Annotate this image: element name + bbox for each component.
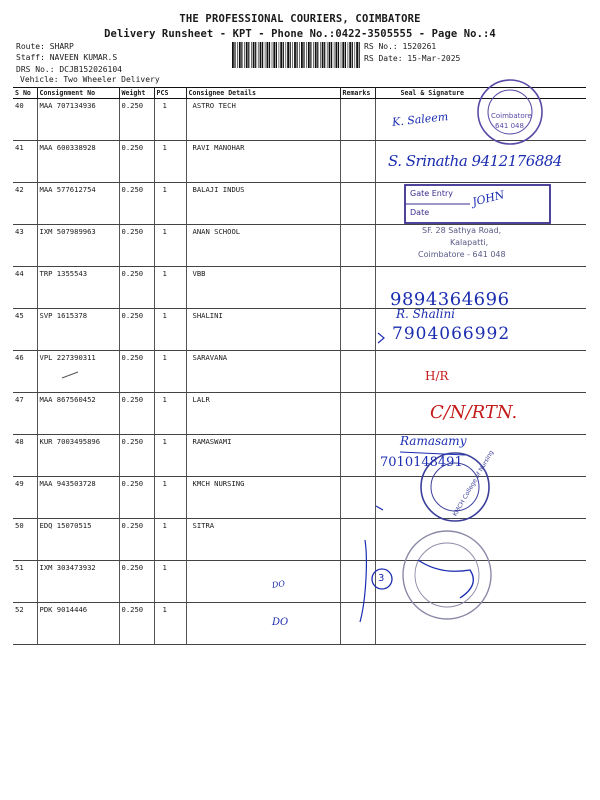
pencil-mark-46 — [62, 372, 78, 378]
staff-label: Staff: NAVEEN KUMAR.S — [16, 53, 118, 62]
handwritten-name-48: Ramasamy — [400, 434, 467, 448]
sno-cell: 44 — [13, 267, 37, 309]
weight-cell: 0.250 — [119, 393, 154, 435]
col-sno-header: S No — [13, 88, 37, 99]
handwritten-ditto-51: DO — [271, 579, 286, 590]
college-seal-text: KMCH College of Nursing — [451, 449, 496, 518]
pcs-cell: 1 — [154, 183, 186, 225]
vehicle-label: Vehicle: Two Wheeler Delivery — [20, 75, 160, 84]
tick-mark-49 — [376, 506, 383, 510]
weight-cell: 0.250 — [119, 477, 154, 519]
sno-cell: 50 — [13, 519, 37, 561]
pcs-cell: 1 — [154, 309, 186, 351]
weight-cell: 0.250 — [119, 435, 154, 477]
consignment-cell: VPL 227390311 — [37, 351, 119, 393]
consignee-cell: KMCH NURSING — [186, 477, 340, 519]
weight-cell: 0.250 — [119, 225, 154, 267]
sno-cell: 43 — [13, 225, 37, 267]
handwritten-signature-41: S. Srinatha 9412176884 — [388, 152, 562, 170]
sno-cell: 47 — [13, 393, 37, 435]
sno-cell: 48 — [13, 435, 37, 477]
pcs-cell: 1 — [154, 393, 186, 435]
consignment-cell: PDK 9014446 — [37, 603, 119, 645]
document-subtitle: Delivery Runsheet - KPT - Phone No.:0422-3505555 - Page No.:4 — [104, 28, 496, 40]
gate-date-label: Date — [410, 208, 430, 217]
sno-cell: 52 — [13, 603, 37, 645]
weight-cell: 0.250 — [119, 603, 154, 645]
col-weight-header: Weight — [119, 88, 154, 99]
consignment-cell: IXM 303473932 — [37, 561, 119, 603]
consignee-cell: SHALINI — [186, 309, 340, 351]
address-line2: Kalapatti, — [450, 238, 489, 247]
consignee-cell: RAMASWAMI — [186, 435, 340, 477]
weight-cell: 0.250 — [119, 183, 154, 225]
pcs-cell: 1 — [154, 561, 186, 603]
consignee-cell: RAVI MANOHAR — [186, 141, 340, 183]
consignee-cell: BALAJI INDUS — [186, 183, 340, 225]
weight-cell: 0.250 — [119, 141, 154, 183]
pcs-cell: 1 — [154, 267, 186, 309]
pcs-cell: 1 — [154, 141, 186, 183]
gate-entry-label: Gate Entry — [410, 189, 453, 198]
weight-cell: 0.250 — [119, 99, 154, 141]
weight-cell: 0.250 — [119, 519, 154, 561]
handwritten-scribble-51 — [418, 560, 473, 598]
consignment-cell: MAA 867560452 — [37, 393, 119, 435]
handwritten-name-45: R. Shalini — [396, 307, 456, 321]
weight-cell: 0.250 — [119, 351, 154, 393]
pcs-cell: 1 — [154, 99, 186, 141]
consignment-cell: MAA 600338928 — [37, 141, 119, 183]
handwritten-phone-45: 7904066992 — [392, 324, 511, 344]
col-consignee-header: Consignee Details — [186, 88, 340, 99]
stamp40-line2: 641 048 — [495, 122, 524, 130]
rs-number: RS No.: 1520261 — [364, 42, 437, 51]
weight-cell: 0.250 — [119, 309, 154, 351]
consignment-cell: SVP 1615378 — [37, 309, 119, 351]
consignee-cell: SITRA — [186, 519, 340, 561]
handwritten-phone-44: 9894364696 — [390, 289, 510, 310]
consignee-cell: ANAN SCHOOL — [186, 225, 340, 267]
address-line3: Coimbatore - 641 048 — [418, 250, 506, 259]
handwritten-phone-48: 7010148491 — [380, 455, 463, 470]
sno-cell: 40 — [13, 99, 37, 141]
handwritten-ditto-52: DO — [272, 617, 289, 628]
route-label: Route: SHARP — [16, 42, 74, 51]
sno-cell: 49 — [13, 477, 37, 519]
col-signature-header: Seal & Signature — [375, 88, 586, 99]
grey-seal-inner — [415, 543, 479, 607]
consignment-cell: KUR 7003495896 — [37, 435, 119, 477]
tick-mark-45 — [378, 333, 384, 343]
sno-cell: 46 — [13, 351, 37, 393]
document-title: THE PROFESSIONAL COURIERS, COIMBATORE — [179, 13, 421, 25]
consignee-cell: ASTRO TECH — [186, 99, 340, 141]
col-consignment-header: Consignment No — [37, 88, 119, 99]
rs-date: RS Date: 15-Mar-2025 — [364, 54, 461, 63]
sno-cell: 41 — [13, 141, 37, 183]
sno-cell: 45 — [13, 309, 37, 351]
handwritten-signature-40: K. Saleem — [391, 110, 449, 129]
sno-cell: 51 — [13, 561, 37, 603]
consignee-cell: VBB — [186, 267, 340, 309]
handwritten-remark-46: H/R — [425, 369, 449, 383]
pcs-cell: 1 — [154, 519, 186, 561]
col-remarks-header: Remarks — [340, 88, 375, 99]
pcs-cell: 1 — [154, 435, 186, 477]
consignment-cell: EDQ 15070515 — [37, 519, 119, 561]
pcs-cell: 1 — [154, 477, 186, 519]
weight-cell: 0.250 — [119, 561, 154, 603]
consignment-cell: MAA 943503728 — [37, 477, 119, 519]
handwritten-remark-47: C/N/RTN. — [430, 402, 518, 423]
consignment-cell: MAA 577612754 — [37, 183, 119, 225]
handwritten-stroke-51 — [360, 540, 366, 622]
sno-cell: 42 — [13, 183, 37, 225]
address-line1: SF. 28 Sathya Road, — [422, 226, 502, 235]
weight-cell: 0.250 — [119, 267, 154, 309]
consignment-cell: IXM 507989963 — [37, 225, 119, 267]
pcs-cell: 1 — [154, 603, 186, 645]
col-pcs-header: PCS — [154, 88, 186, 99]
consignment-cell: TRP 1355543 — [37, 267, 119, 309]
consignee-cell: LALR — [186, 393, 340, 435]
handwritten-signature-42: JOHN — [470, 188, 506, 209]
pcs-cell: 1 — [154, 351, 186, 393]
drs-number: DRS No.: DCJB152026104 — [16, 65, 122, 74]
consignment-cell: MAA 707134936 — [37, 99, 119, 141]
stamp40-line1: Coimbatore — [491, 112, 532, 120]
consignee-cell: SARAVANA — [186, 351, 340, 393]
circled-number: 3 — [378, 573, 385, 584]
pcs-cell: 1 — [154, 225, 186, 267]
grey-seal — [403, 531, 491, 619]
